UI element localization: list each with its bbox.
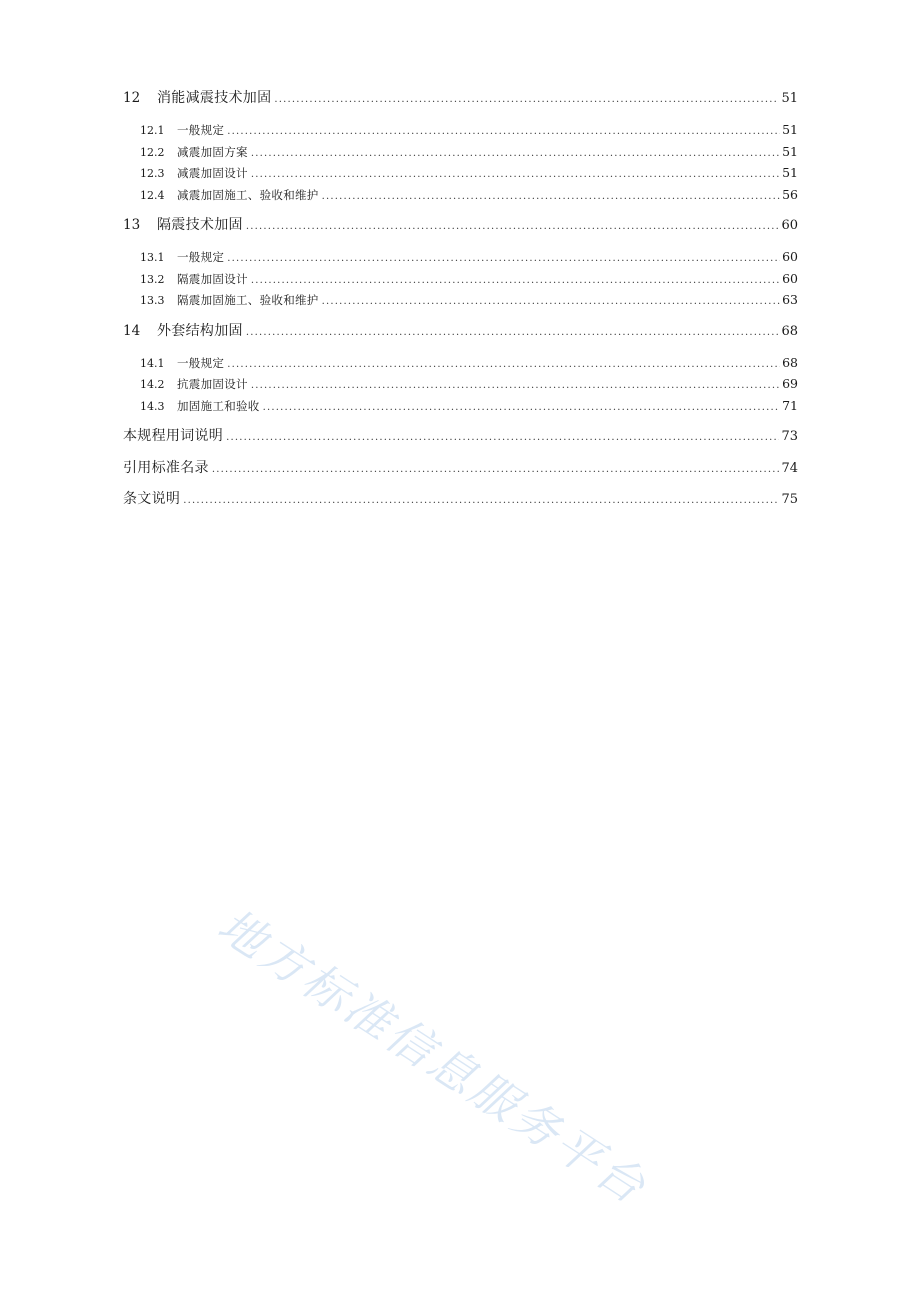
toc-entry-section-13-2[interactable] — [123, 268, 798, 290]
toc-entry-page: 51 — [781, 91, 798, 106]
toc-entry-number: 13.1 — [140, 251, 165, 264]
toc-entry-section-14-2[interactable] — [123, 373, 798, 395]
toc-entry-section-14-3[interactable] — [123, 395, 798, 417]
table-of-contents — [123, 88, 798, 510]
toc-entry-title: 一般规定 — [177, 355, 225, 370]
toc-entry-title: 加固施工和验收 — [177, 398, 260, 413]
dot-leader — [212, 459, 780, 480]
dot-leader — [274, 89, 779, 110]
toc-entry-page: 73 — [781, 429, 798, 444]
toc-entry-title: 引用标准名录 — [123, 459, 209, 476]
toc-entry-title: 一般规定 — [177, 123, 225, 137]
toc-entry-title: 本规程用词说明 — [123, 428, 224, 444]
toc-entry-page: 51 — [782, 165, 798, 180]
toc-entry-title: 抗震加固设计 — [177, 377, 248, 391]
toc-entry-page: 60 — [782, 249, 798, 264]
toc-entry-page: 51 — [782, 143, 798, 159]
toc-entry-number: 13.2 — [140, 272, 165, 286]
toc-entry-title: 隔震加固设计 — [177, 271, 248, 286]
toc-entry-title: 一般规定 — [177, 250, 225, 264]
toc-entry-title: 消能减震技术加固 — [157, 90, 272, 106]
toc-entry-number: 13.3 — [140, 294, 165, 307]
toc-entry-page: 68 — [781, 323, 798, 339]
toc-entry-page: 68 — [782, 354, 798, 370]
toc-entry-chapter-13[interactable] — [123, 215, 798, 236]
toc-entry-page: 60 — [782, 270, 798, 286]
dot-leader — [251, 143, 780, 165]
toc-entry-page: 71 — [782, 397, 798, 413]
toc-entry-section-12-3[interactable] — [123, 162, 798, 184]
watermark: 地方标准信息服务平台 — [208, 897, 658, 1216]
toc-entry-page: 69 — [782, 376, 798, 391]
toc-entry-chapter-14[interactable] — [123, 321, 798, 342]
toc-entry-section-12-4[interactable] — [123, 184, 798, 206]
dot-leader — [183, 490, 779, 511]
toc-entry-section-12-2[interactable] — [123, 141, 798, 163]
toc-entry-terminology[interactable] — [123, 426, 798, 447]
toc-entry-page: 75 — [781, 492, 798, 507]
toc-entry-title: 减震加固设计 — [177, 166, 248, 180]
dot-leader — [246, 322, 780, 343]
toc-entry-title: 隔震加固施工、验收和维护 — [177, 293, 319, 307]
toc-entry-page: 51 — [782, 122, 798, 137]
dot-leader — [227, 248, 780, 270]
toc-entry-number: 14 — [123, 322, 141, 339]
toc-entry-number: 12 — [123, 90, 141, 106]
toc-entry-number: 13 — [123, 217, 141, 233]
dot-leader — [322, 186, 780, 208]
toc-entry-section-12-1[interactable] — [123, 119, 798, 141]
toc-entry-page: 63 — [782, 292, 798, 307]
toc-entry-section-13-1[interactable] — [123, 246, 798, 268]
toc-entry-number: 14.3 — [140, 399, 165, 413]
toc-entry-page: 60 — [781, 218, 798, 233]
dot-leader — [263, 397, 780, 419]
toc-entry-section-13-3[interactable] — [123, 289, 798, 311]
dot-leader — [251, 270, 780, 292]
toc-entry-title: 隔震技术加固 — [157, 217, 243, 233]
toc-entry-number: 12.1 — [140, 124, 165, 137]
toc-entry-title: 减震加固方案 — [177, 144, 248, 159]
toc-entry-number: 14.1 — [140, 356, 165, 370]
toc-entry-title: 减震加固施工、验收和维护 — [177, 187, 319, 202]
dot-leader — [227, 121, 780, 143]
toc-entry-number: 12.3 — [140, 167, 165, 180]
dot-leader — [322, 291, 780, 313]
dot-leader — [227, 354, 780, 376]
toc-entry-number: 14.2 — [140, 378, 165, 391]
toc-entry-referenced-standards[interactable] — [123, 458, 798, 479]
dot-leader — [246, 216, 780, 237]
toc-entry-page: 74 — [781, 460, 798, 476]
dot-leader — [226, 427, 779, 448]
toc-entry-title: 条文说明 — [123, 491, 181, 507]
toc-entry-page: 56 — [782, 186, 798, 202]
dot-leader — [251, 375, 780, 397]
toc-entry-chapter-12[interactable] — [123, 88, 798, 109]
toc-entry-title: 外套结构加固 — [157, 322, 243, 339]
toc-entry-number: 12.2 — [140, 145, 165, 159]
toc-entry-explanation-of-provisions[interactable] — [123, 489, 798, 510]
toc-entry-number: 12.4 — [140, 188, 165, 202]
dot-leader — [251, 164, 780, 186]
toc-entry-section-14-1[interactable] — [123, 352, 798, 374]
